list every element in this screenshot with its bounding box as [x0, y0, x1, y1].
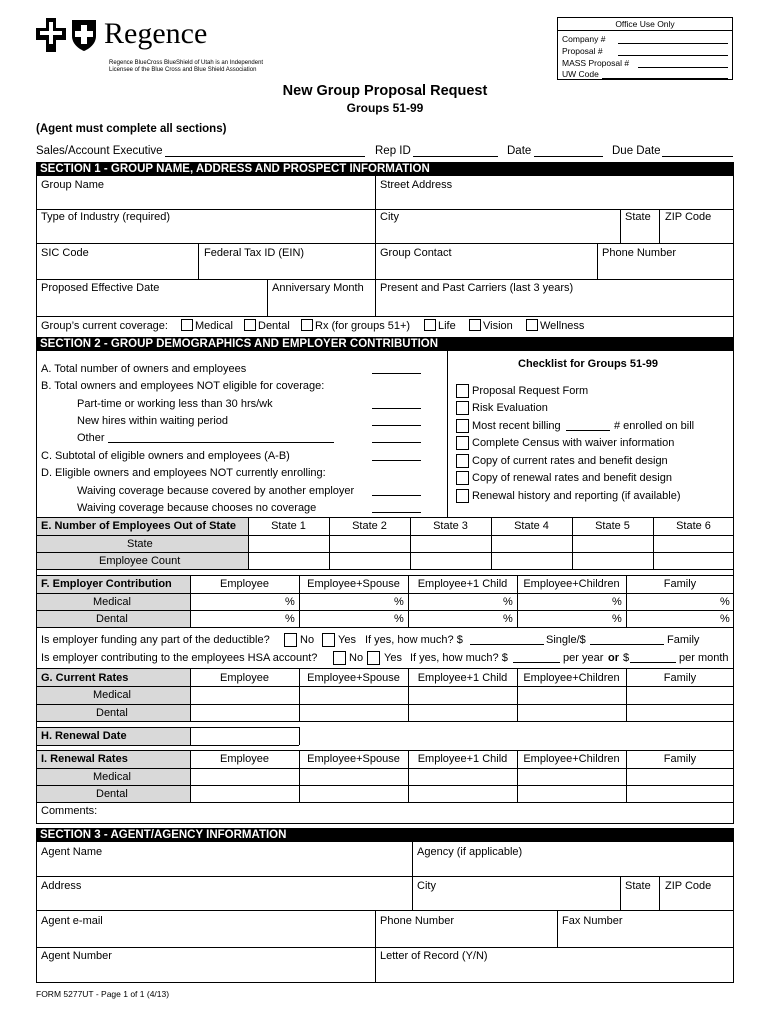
checklist-divider — [447, 351, 448, 517]
carriers-label: Present and Past Carriers (last 3 years) — [380, 282, 574, 294]
s1-divider — [620, 209, 621, 243]
letter-of-record-label: Letter of Record (Y/N) — [380, 950, 488, 962]
comments-label: Comments: — [41, 805, 98, 817]
item-d2-label: Waiving coverage because chooses no coverage — [77, 502, 317, 514]
deductible-yes-label: Yes — [338, 634, 356, 646]
checklist-title: Checklist for Groups 51-99 — [518, 358, 658, 370]
ec-col-family: Family — [663, 578, 697, 590]
deductible-no-label: No — [300, 634, 315, 646]
table-line — [36, 802, 734, 803]
pct-mark: % — [285, 596, 295, 608]
checklist-proposal-label: Proposal Request Form — [472, 385, 589, 397]
proposal-number-label: Proposal # — [562, 46, 603, 56]
table-line — [36, 535, 734, 536]
company-number-label: Company # — [562, 34, 606, 44]
deductible-question: Is employer funding any part of the deductible? — [41, 634, 270, 646]
table-line — [36, 593, 734, 594]
hsa-question: Is employer contributing to the employees HSA account? — [41, 652, 318, 664]
table-line — [36, 704, 734, 705]
agent-email-label: Agent e-mail — [41, 915, 103, 927]
hsa-year-field[interactable] — [513, 662, 560, 663]
item-b1-field[interactable] — [372, 408, 421, 409]
checklist-proposal-checkbox[interactable] — [456, 384, 469, 398]
coverage-dental-checkbox[interactable] — [244, 319, 256, 331]
pct-mark: % — [503, 596, 513, 608]
coverage-medical-checkbox[interactable] — [181, 319, 193, 331]
tax-id-label: Federal Tax ID (EIN) — [204, 247, 305, 259]
item-a-label: A. Total number of owners and employees — [41, 363, 247, 375]
hsa-per-year: per year — [563, 652, 604, 664]
oos-col-3: State 3 — [433, 520, 468, 532]
rr-col-family: Family — [663, 753, 697, 765]
item-b1-label: Part-time or working less than 30 hrs/wk — [77, 398, 273, 410]
cr-col-employee: Employee — [220, 672, 269, 684]
agent-note: (Agent must complete all sections) — [36, 123, 227, 135]
due-date-label: Due Date — [612, 145, 661, 157]
s1-divider — [659, 209, 660, 243]
office-use-box — [557, 17, 733, 80]
pct-mark: % — [612, 596, 622, 608]
item-b3-label: Other — [77, 432, 105, 444]
uw-code-field[interactable] — [602, 78, 728, 79]
coverage-medical-label: Medical — [195, 320, 233, 332]
checklist-renewal-rates-label: Copy of renewal rates and benefit design — [472, 472, 672, 484]
pct-mark: % — [394, 613, 404, 625]
s3-row-line — [36, 910, 734, 911]
pct-mark: % — [720, 596, 730, 608]
blue-shield-icon — [70, 18, 98, 52]
renewal-date-field[interactable] — [191, 728, 299, 745]
ec-row-medical: Medical — [93, 596, 131, 608]
hsa-month-field[interactable] — [630, 662, 676, 663]
agent-city-label: City — [417, 880, 436, 892]
state-label: State — [625, 211, 651, 223]
deductible-single-label: Single/$ — [546, 634, 586, 646]
agent-fax-label: Fax Number — [562, 915, 623, 927]
oos-row-state: State — [127, 538, 153, 550]
oos-col-4: State 4 — [514, 520, 549, 532]
coverage-life-checkbox[interactable] — [424, 319, 436, 331]
rep-id-field[interactable] — [413, 156, 498, 157]
renewal-rates-title: I. Renewal Rates — [41, 753, 128, 765]
current-rates-title: G. Current Rates — [41, 672, 129, 684]
rr-row-medical: Medical — [93, 771, 131, 783]
table-line — [36, 768, 734, 769]
group-contact-label: Group Contact — [380, 247, 452, 259]
table-line — [299, 727, 300, 745]
pct-mark: % — [285, 613, 295, 625]
item-d-label: D. Eligible owners and employees NOT currently enrolling: — [41, 467, 326, 479]
table-line — [36, 686, 734, 687]
blue-cross-icon — [36, 18, 66, 52]
city-label: City — [380, 211, 399, 223]
table-line — [36, 627, 734, 628]
s1-row-line — [36, 316, 734, 317]
oos-col-6: State 6 — [676, 520, 711, 532]
coverage-dental-label: Dental — [258, 320, 290, 332]
coverage-rx-checkbox[interactable] — [301, 319, 313, 331]
cr-row-dental: Dental — [96, 707, 128, 719]
hsa-dollar: $ — [623, 652, 630, 664]
item-d2-field[interactable] — [372, 512, 421, 513]
s1-divider — [198, 243, 199, 279]
mass-proposal-field[interactable] — [638, 67, 728, 68]
checklist-risk-checkbox[interactable] — [456, 401, 469, 415]
coverage-wellness-checkbox[interactable] — [526, 319, 538, 331]
deductible-yes-checkbox[interactable] — [322, 633, 335, 647]
form-title: New Group Proposal Request — [282, 83, 488, 99]
item-b2-field[interactable] — [372, 425, 421, 426]
deductible-family-label: Family — [667, 634, 700, 646]
coverage-rx-label: Rx (for groups 51+) — [315, 320, 411, 332]
ec-row-dental: Dental — [96, 613, 128, 625]
ec-col-employee: Employee — [220, 578, 269, 590]
rep-id-label: Rep ID — [375, 145, 411, 157]
hsa-no-label: No — [349, 652, 364, 664]
anniversary-label: Anniversary Month — [272, 282, 364, 294]
sales-exec-field[interactable] — [165, 156, 365, 157]
item-a-field[interactable] — [372, 373, 421, 374]
agency-label: Agency (if applicable) — [417, 846, 523, 858]
agent-number-label: Agent Number — [41, 950, 112, 962]
ec-col-children: Employee+Children — [523, 578, 620, 590]
deductible-how-much: If yes, how much? $ — [365, 634, 463, 646]
s1-divider — [267, 279, 268, 316]
checklist-census-label: Complete Census with waiver information — [472, 437, 675, 449]
section3-header: SECTION 3 - AGENT/AGENCY INFORMATION — [36, 829, 734, 842]
pct-mark: % — [503, 613, 513, 625]
checklist-current-rates-label: Copy of current rates and benefit design — [472, 455, 668, 467]
item-d1-label: Waiving coverage because covered by another employer — [77, 485, 355, 497]
oos-col-1: State 1 — [271, 520, 306, 532]
checklist-renewal-history-checkbox[interactable] — [456, 489, 469, 503]
out-of-state-title: E. Number of Employees Out of State — [41, 520, 236, 532]
s3-row-line — [36, 947, 734, 948]
checklist-billing-checkbox[interactable] — [456, 419, 469, 433]
cr-col-children: Employee+Children — [523, 672, 620, 684]
table-line — [36, 745, 299, 746]
oos-row-count: Employee Count — [99, 555, 181, 567]
table-line — [36, 552, 734, 553]
item-d1-field[interactable] — [372, 495, 421, 496]
checklist-current-rates-checkbox[interactable] — [456, 454, 469, 468]
s3-row-line — [36, 876, 734, 877]
s1-row-line — [36, 209, 734, 210]
hsa-per-month: per month — [679, 652, 729, 664]
rr-col-children: Employee+Children — [523, 753, 620, 765]
regence-logo — [36, 16, 264, 76]
item-c-field[interactable] — [372, 460, 421, 461]
agent-state-label: State — [625, 880, 651, 892]
item-b2-label: New hires within waiting period — [77, 415, 229, 427]
item-b3-other-field[interactable] — [108, 442, 334, 443]
logo-subtext-1: Regence BlueCross BlueShield of Utah is an Independent — [109, 60, 264, 66]
date-field[interactable] — [534, 156, 603, 157]
office-use-title: Office Use Only — [558, 18, 732, 31]
cr-row-medical: Medical — [93, 689, 131, 701]
checklist-risk-label: Risk Evaluation — [472, 402, 548, 414]
checklist-enrolled-suffix: # enrolled on bill — [614, 420, 695, 432]
table-line — [36, 721, 734, 722]
s3-divider — [620, 876, 621, 910]
renewal-date-title: H. Renewal Date — [41, 730, 127, 742]
oos-col-5: State 5 — [595, 520, 630, 532]
cr-col-child: Employee+1 Child — [417, 672, 508, 684]
checklist-census-checkbox[interactable] — [456, 436, 469, 450]
coverage-vision-checkbox[interactable] — [469, 319, 481, 331]
item-b-label: B. Total owners and employees NOT eligible for coverage: — [41, 380, 325, 392]
item-c-label: C. Subtotal of eligible owners and employees (A-B) — [41, 450, 290, 462]
s1-row-line — [36, 279, 734, 280]
sales-exec-label: Sales/Account Executive — [36, 145, 163, 157]
checklist-billing-label: Most recent billing — [472, 420, 561, 432]
hsa-no-checkbox[interactable] — [333, 651, 346, 665]
ec-col-spouse: Employee+Spouse — [307, 578, 400, 590]
deductible-no-checkbox[interactable] — [284, 633, 297, 647]
rr-col-spouse: Employee+Spouse — [307, 753, 400, 765]
rr-col-child: Employee+1 Child — [417, 753, 508, 765]
pct-mark: % — [612, 613, 622, 625]
date-label: Date — [507, 145, 532, 157]
sic-label: SIC Code — [41, 247, 89, 259]
s1-divider — [597, 243, 598, 279]
rr-col-employee: Employee — [220, 753, 269, 765]
deductible-single-field[interactable] — [470, 644, 544, 645]
employer-contribution-title: F. Employer Contribution — [41, 578, 172, 590]
agent-phone-label: Phone Number — [380, 915, 454, 927]
hsa-yes-label: Yes — [384, 652, 402, 664]
group-name-label: Group Name — [41, 179, 104, 191]
item-b3-field[interactable] — [372, 442, 421, 443]
coverage-wellness-label: Wellness — [540, 320, 585, 332]
pct-mark: % — [720, 613, 730, 625]
ec-col-child: Employee+1 Child — [417, 578, 508, 590]
checklist-renewal-rates-checkbox[interactable] — [456, 471, 469, 485]
billing-enrolled-field[interactable] — [566, 430, 610, 431]
due-date-field[interactable] — [662, 156, 733, 157]
agent-zip-label: ZIP Code — [665, 880, 712, 892]
cr-col-spouse: Employee+Spouse — [307, 672, 400, 684]
phone-label: Phone Number — [602, 247, 676, 259]
form-footer: FORM 5277UT - Page 1 of 1 (4/13) — [36, 989, 170, 999]
industry-label: Type of Industry (required) — [41, 211, 171, 223]
company-number-field[interactable] — [618, 43, 728, 44]
street-address-label: Street Address — [380, 179, 453, 191]
address-label: Address — [41, 880, 82, 892]
pct-mark: % — [394, 596, 404, 608]
logo-wordmark: Regence — [104, 17, 208, 50]
proposal-number-field[interactable] — [618, 55, 728, 56]
s3-divider — [557, 910, 558, 947]
table-line — [36, 610, 734, 611]
coverage-label: Group’s current coverage: — [41, 320, 168, 332]
table-line — [36, 569, 734, 570]
logo-subtext-2: Licensee of the Blue Cross and Blue Shield Association — [109, 67, 257, 73]
coverage-life-label: Life — [438, 320, 456, 332]
oos-col-2: State 2 — [352, 520, 387, 532]
hsa-how-much: If yes, how much? $ — [410, 652, 508, 664]
checklist-renewal-history-label: Renewal history and reporting (if available) — [472, 490, 681, 502]
hsa-yes-checkbox[interactable] — [367, 651, 380, 665]
uw-code-label: UW Code — [562, 69, 599, 79]
rr-row-dental: Dental — [96, 788, 128, 800]
form-subtitle: Groups 51-99 — [346, 101, 424, 115]
coverage-vision-label: Vision — [483, 320, 513, 332]
table-line — [36, 785, 734, 786]
section2-header: SECTION 2 - GROUP DEMOGRAPHICS AND EMPLOYER CONTRIBUTION — [36, 338, 734, 351]
section1-header: SECTION 1 - GROUP NAME, ADDRESS AND PROSPECT INFORMATION — [36, 163, 734, 176]
mass-proposal-label: MASS Proposal # — [562, 58, 630, 68]
s1-row-line — [36, 243, 734, 244]
effective-date-label: Proposed Effective Date — [41, 282, 160, 294]
comments-field[interactable] — [100, 804, 730, 822]
hsa-or: or — [608, 652, 619, 664]
zip-label: ZIP Code — [665, 211, 712, 223]
agent-name-label: Agent Name — [41, 846, 103, 858]
s1-divider — [375, 176, 376, 316]
cr-col-family: Family — [663, 672, 697, 684]
deductible-family-field[interactable] — [590, 644, 664, 645]
s3-divider — [659, 876, 660, 910]
